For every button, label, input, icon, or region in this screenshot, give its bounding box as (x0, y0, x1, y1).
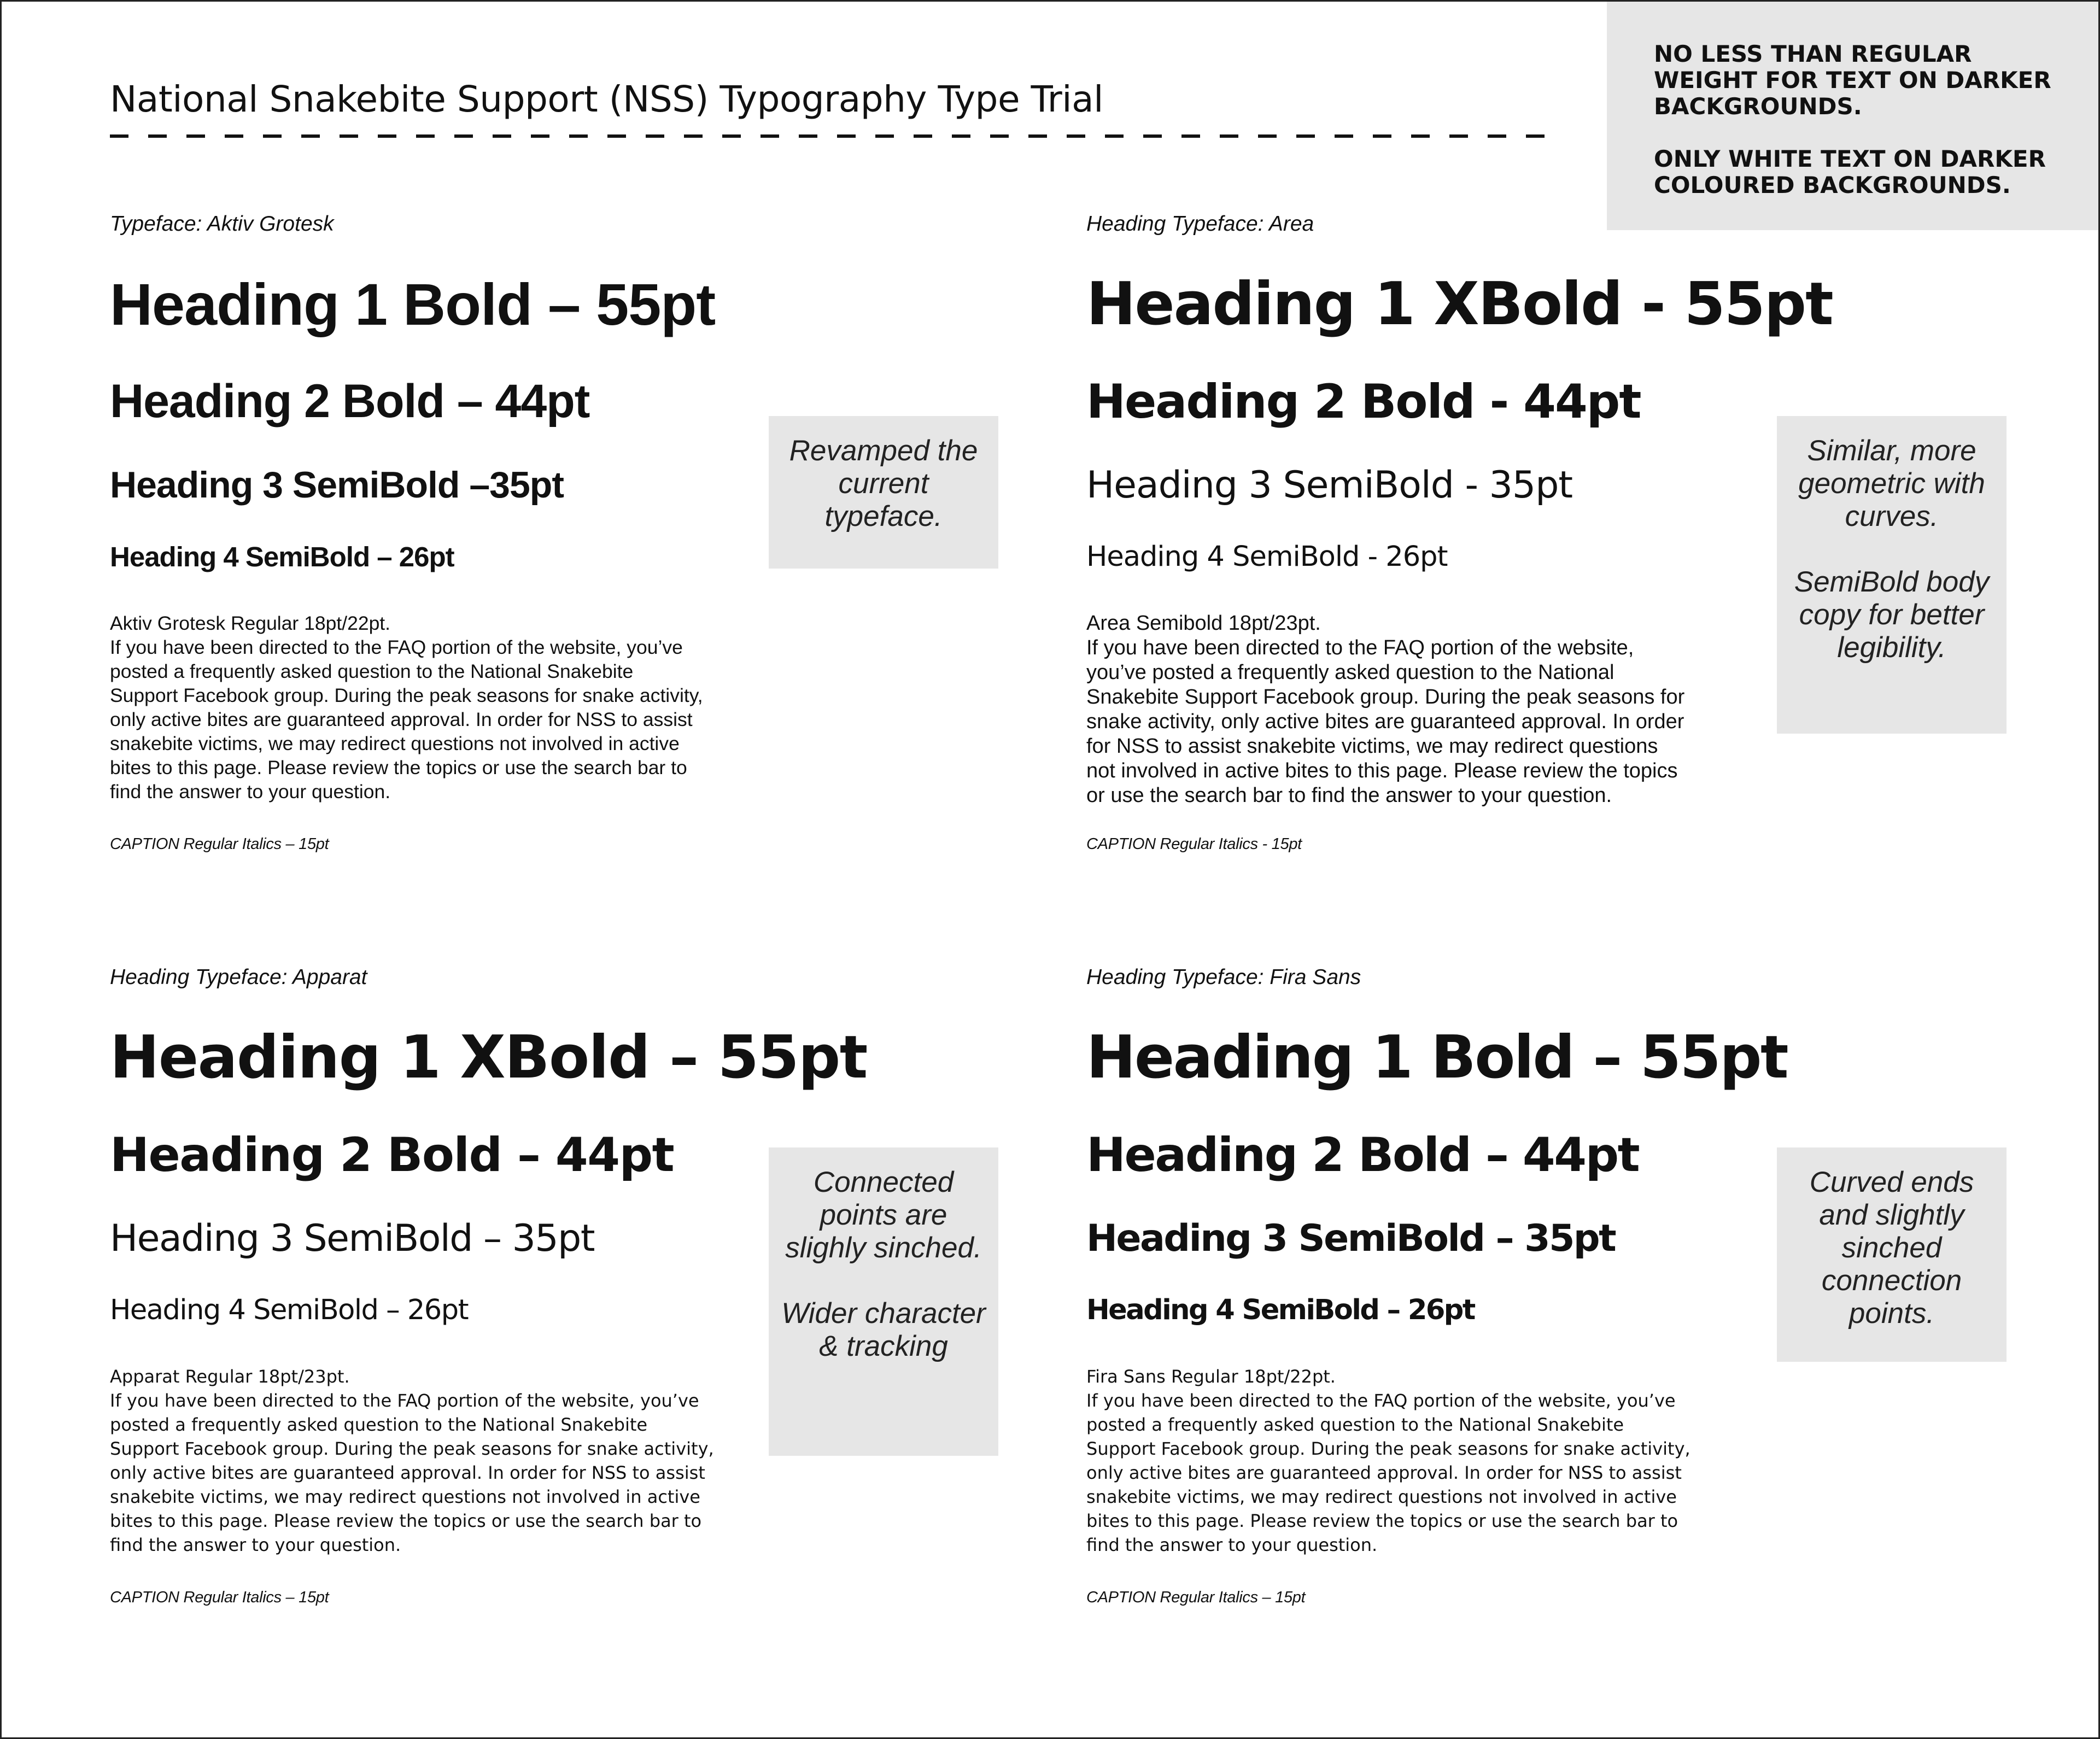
heading-1-sample: Heading 1 XBold – 55pt (110, 1023, 867, 1092)
body-line: Support Facebook group. During the peak seasons for snake activity, (110, 684, 703, 706)
typeface-label: Heading Typeface: Fira Sans (1086, 965, 1361, 989)
caption-sample: CAPTION Regular Italics – 15pt (110, 1589, 329, 1606)
body-line: Support Facebook group. During the peak seasons for snake activity, (110, 1438, 714, 1459)
body-copy-sample (110, 1365, 755, 1557)
heading-4-sample: Heading 4 SemiBold – 26pt (110, 541, 454, 572)
body-line: snakebite victims, we may redirect questions not involved in active (110, 733, 680, 754)
heading-3-sample: Heading 3 SemiBold – 35pt (1086, 1217, 1616, 1260)
typeface-label: Heading Typeface: Area (1086, 212, 1314, 236)
body-line: only active bites are guaranteed approval. In order for NSS to assist (110, 709, 693, 730)
body-line: you’ve posted a frequently asked question to the National (1086, 661, 1615, 684)
typeface-label: Heading Typeface: Apparat (110, 965, 367, 989)
typeface-label: Typeface: Aktiv Grotesk (110, 212, 334, 236)
heading-2-sample: Heading 2 Bold – 44pt (110, 1128, 674, 1182)
heading-3-sample: Heading 3 SemiBold –35pt (110, 464, 564, 506)
note-box-fira (1777, 1147, 2007, 1362)
body-line: bites to this page. Please review the topics or use the search bar to (110, 757, 687, 778)
heading-3-sample: Heading 3 SemiBold - 35pt (1086, 464, 1573, 507)
caption-sample: CAPTION Regular Italics – 15pt (110, 835, 329, 853)
note-box-area (1777, 416, 2007, 734)
notice-line: ONLY WHITE TEXT ON DARKER COLOURED BACKGROUNDS. (1654, 145, 2046, 198)
caption-sample: CAPTION Regular Italics - 15pt (1086, 835, 1302, 853)
body-line: only active bites are guaranteed approval. In order for NSS to assist (110, 1462, 705, 1483)
heading-4-sample: Heading 4 SemiBold – 26pt (110, 1294, 469, 1326)
body-line: or use the search bar to find the answer to your question. (1086, 784, 1612, 807)
body-copy-sample (110, 611, 755, 804)
heading-4-sample: Heading 4 SemiBold – 26pt (1086, 1294, 1475, 1326)
heading-1-sample: Heading 1 XBold - 55pt (1086, 270, 1833, 338)
body-line: find the answer to your question. (110, 781, 391, 803)
note-box-apparat (769, 1147, 998, 1456)
note-box-aktiv (769, 416, 998, 569)
body-line: If you have been directed to the FAQ portion of the website, (1086, 636, 1634, 659)
heading-1-sample: Heading 1 Bold – 55pt (1086, 1023, 1788, 1092)
body-line: snakebite victims, we may redirect questions not involved in active (1086, 1486, 1677, 1507)
body-line: not involved in active bites to this page. Please review the topics (1086, 759, 1678, 782)
heading-2-sample: Heading 2 Bold - 44pt (1086, 374, 1641, 429)
panel-aktiv-grotesk (110, 212, 1072, 950)
heading-2-sample: Heading 2 Bold – 44pt (1086, 1128, 1639, 1182)
body-line: posted a frequently asked question to the National Snakebite (1086, 1414, 1624, 1435)
note-text: Wider character & tracking (781, 1297, 986, 1362)
body-line: bites to this page. Please review the topics or use the search bar to (1086, 1510, 1678, 1531)
heading-1-sample: Heading 1 Bold – 55pt (110, 271, 716, 337)
heading-3-sample: Heading 3 SemiBold – 35pt (110, 1217, 594, 1260)
body-line: posted a frequently asked question to the National Snakebite (110, 1414, 648, 1435)
note-text: Connected points are slighly sinched. (785, 1166, 982, 1264)
body-line: find the answer to your question. (1086, 1535, 1378, 1555)
body-line: for NSS to assist snakebite victims, we may redirect questions (1086, 735, 1658, 758)
body-line: Area Semibold 18pt/23pt. (1086, 612, 1321, 635)
body-line: If you have been directed to the FAQ portion of the website, you’ve (110, 1390, 699, 1411)
heading-4-sample: Heading 4 SemiBold - 26pt (1086, 541, 1448, 573)
note-text: Similar, more geometric with curves. (1798, 435, 1985, 532)
heading-2-sample: Heading 2 Bold – 44pt (110, 375, 590, 428)
body-line: posted a frequently asked question to the National Snakebite (110, 660, 634, 682)
body-line: Snakebite Support Facebook group. During the peak seasons for (1086, 686, 1685, 709)
body-copy-sample (1086, 1365, 1732, 1557)
notice-line: NO LESS THAN REGULAR WEIGHT FOR TEXT ON DARKER BACKGROUNDS. (1654, 40, 2051, 120)
body-line: Apparat Regular 18pt/23pt. (110, 1366, 350, 1387)
body-line: If you have been directed to the FAQ portion of the website, you’ve (110, 636, 683, 658)
body-line: only active bites are guaranteed approval. In order for NSS to assist (1086, 1462, 1682, 1483)
notice-box (1607, 2, 2100, 230)
page-title: National Snakebite Support (NSS) Typography Type Trial (110, 78, 1103, 120)
body-line: bites to this page. Please review the topics or use the search bar to (110, 1510, 702, 1531)
body-line: If you have been directed to the FAQ portion of the website, you’ve (1086, 1390, 1676, 1411)
body-copy-sample (1086, 611, 1732, 808)
note-text: Revamped the current typeface. (789, 435, 978, 532)
note-text: Curved ends and slightly sinched connection points. (1809, 1166, 1974, 1330)
body-line: Aktiv Grotesk Regular 18pt/22pt. (110, 612, 391, 634)
caption-sample: CAPTION Regular Italics – 15pt (1086, 1589, 1306, 1606)
body-line: Fira Sans Regular 18pt/22pt. (1086, 1366, 1336, 1387)
note-text: SemiBold body copy for better legibility. (1794, 566, 1990, 664)
body-line: Support Facebook group. During the peak seasons for snake activity, (1086, 1438, 1690, 1459)
body-line: find the answer to your question. (110, 1535, 401, 1555)
body-line: snakebite victims, we may redirect questions not involved in active (110, 1486, 700, 1507)
body-line: snake activity, only active bites are guaranteed approval. In order (1086, 710, 1684, 733)
dashed-title-rule (110, 134, 1553, 138)
